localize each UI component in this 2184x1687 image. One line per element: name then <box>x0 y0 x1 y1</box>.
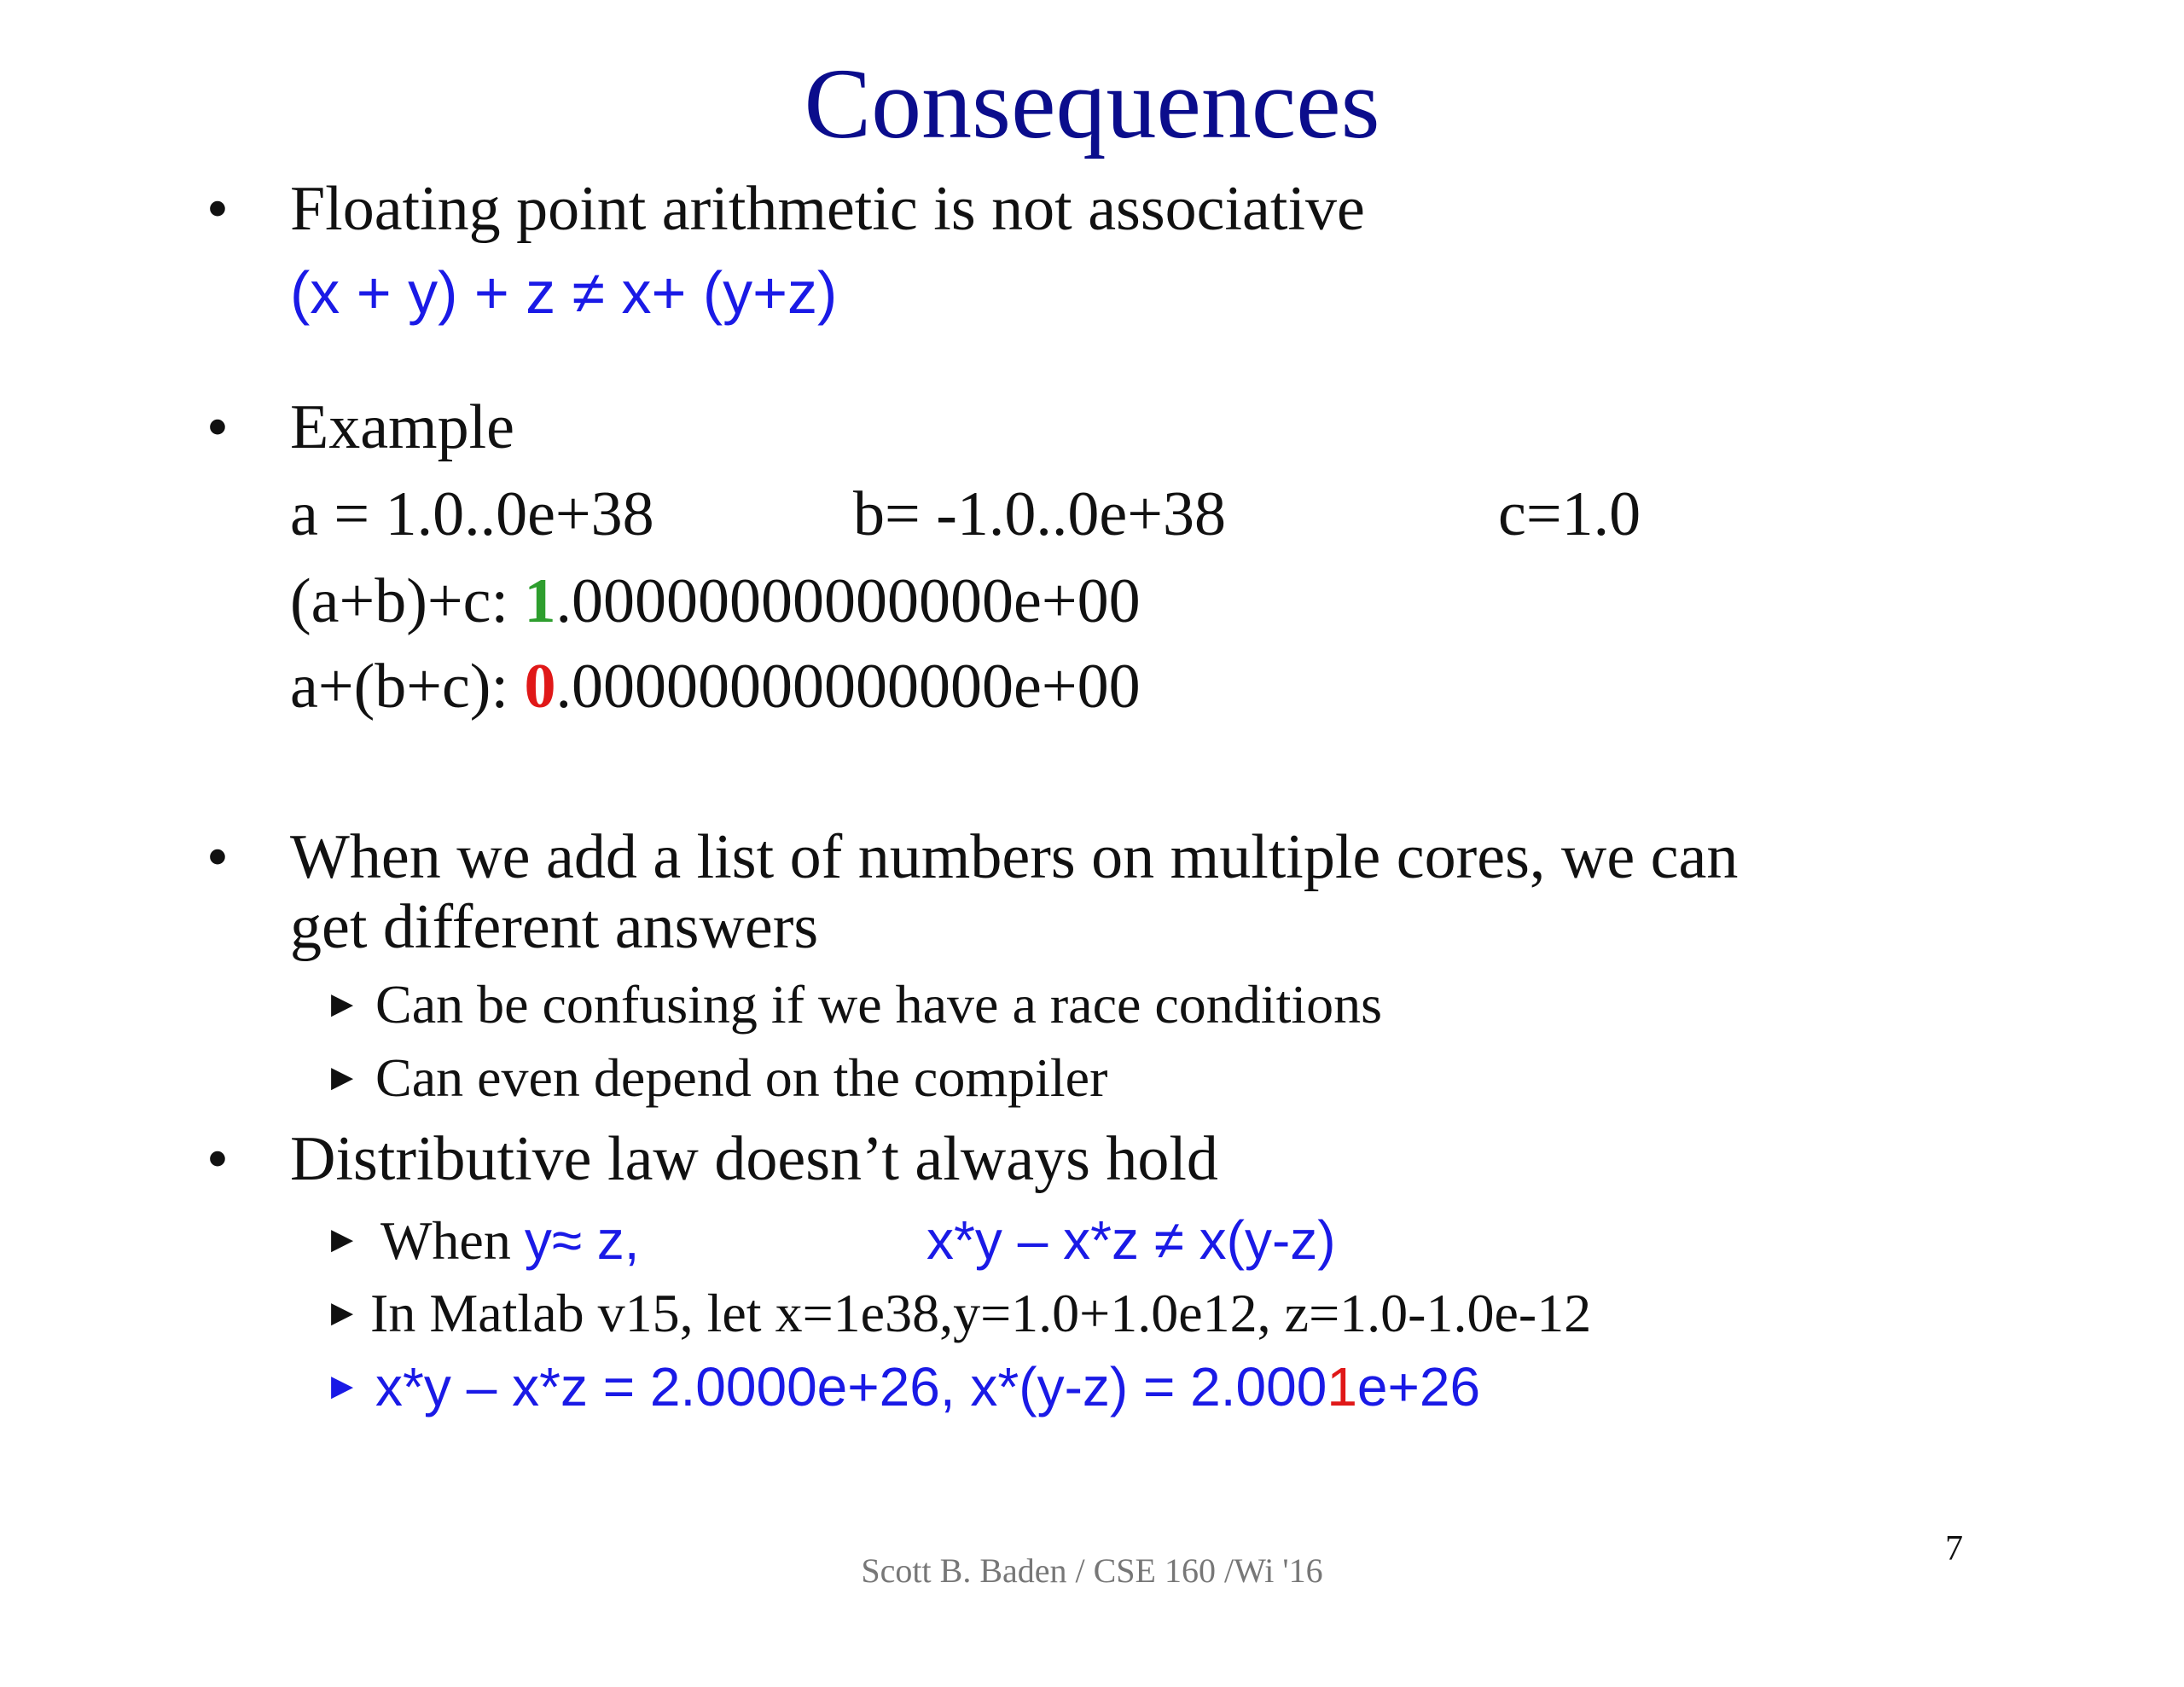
page-number: 7 <box>1945 1529 1963 1568</box>
sub-bullet-triangle-icon: ▶ <box>331 988 354 1020</box>
matlab-result-b: e+26 <box>1356 1356 1481 1417</box>
bullet-dot: • <box>206 1124 229 1194</box>
example-line-abc2-rest: .00000000000000e+00 <box>555 652 1141 722</box>
approx-condition: y≈ z, <box>524 1209 640 1271</box>
matlab-result-red-digit: 1 <box>1327 1356 1357 1417</box>
bullet-multicore-line1: When we add a list of numbers on multiple cores, we can <box>290 822 1739 892</box>
slide-title: Consequences <box>804 48 1380 159</box>
sub-bullet-matlab-result <box>375 1354 1480 1419</box>
sub-bullet-triangle-icon: ▶ <box>331 1371 354 1402</box>
bullet-associativity: Floating point arithmetic is not associative <box>290 174 1365 244</box>
example-b-value: b= -1.0..0e+38 <box>853 479 1226 549</box>
bullet-distributive: Distributive law doesn’t always hold <box>290 1124 1218 1194</box>
example-line-abc2 <box>290 650 1141 723</box>
sub-bullet-triangle-icon: ▶ <box>331 1297 354 1329</box>
sub-bullet-race-conditions: Can be confusing if we have a race conditions <box>375 974 1383 1035</box>
example-line-abc2-prefix: a+(b+c): <box>290 652 525 722</box>
sub-bullet-triangle-icon: ▶ <box>331 1062 354 1093</box>
associativity-formula: (x + y) + z ≠ x+ (y+z) <box>290 259 838 326</box>
result-digit-green: 1 <box>524 566 556 636</box>
example-line-abc1 <box>290 565 1141 638</box>
sub-bullet-matlab: In Matlab v15, let x=1e38,y=1.0+1.0e12, z=1.0-1.0e-12 <box>370 1283 1592 1343</box>
slide-footer: Scott B. Baden / CSE 160 /Wi '16 <box>861 1551 1323 1590</box>
matlab-result-a: x*y – x*z = 2.0000e+26, x*(y-z) = 2.000 <box>375 1356 1327 1417</box>
bullet-dot: • <box>206 822 229 892</box>
bullet-multicore-line2: get different answers <box>290 892 819 962</box>
example-line-abc1-rest: .00000000000000e+00 <box>555 566 1141 636</box>
sub-bullet-when-prefix: When <box>380 1210 525 1271</box>
distributive-formula: x*y – x*z ≠ x(y-z) <box>926 1209 1336 1271</box>
result-digit-red: 0 <box>524 652 556 722</box>
bullet-dot: • <box>206 392 229 462</box>
sub-bullet-compiler: Can even depend on the compiler <box>375 1047 1108 1108</box>
example-a-value: a = 1.0..0e+38 <box>290 479 654 549</box>
sub-bullet-when <box>380 1208 640 1273</box>
bullet-dot: • <box>206 174 229 244</box>
example-c-value: c=1.0 <box>1498 479 1641 549</box>
sub-bullet-triangle-icon: ▶ <box>331 1224 354 1255</box>
example-line-abc1-prefix: (a+b)+c: <box>290 566 525 636</box>
bullet-example: Example <box>290 392 515 462</box>
